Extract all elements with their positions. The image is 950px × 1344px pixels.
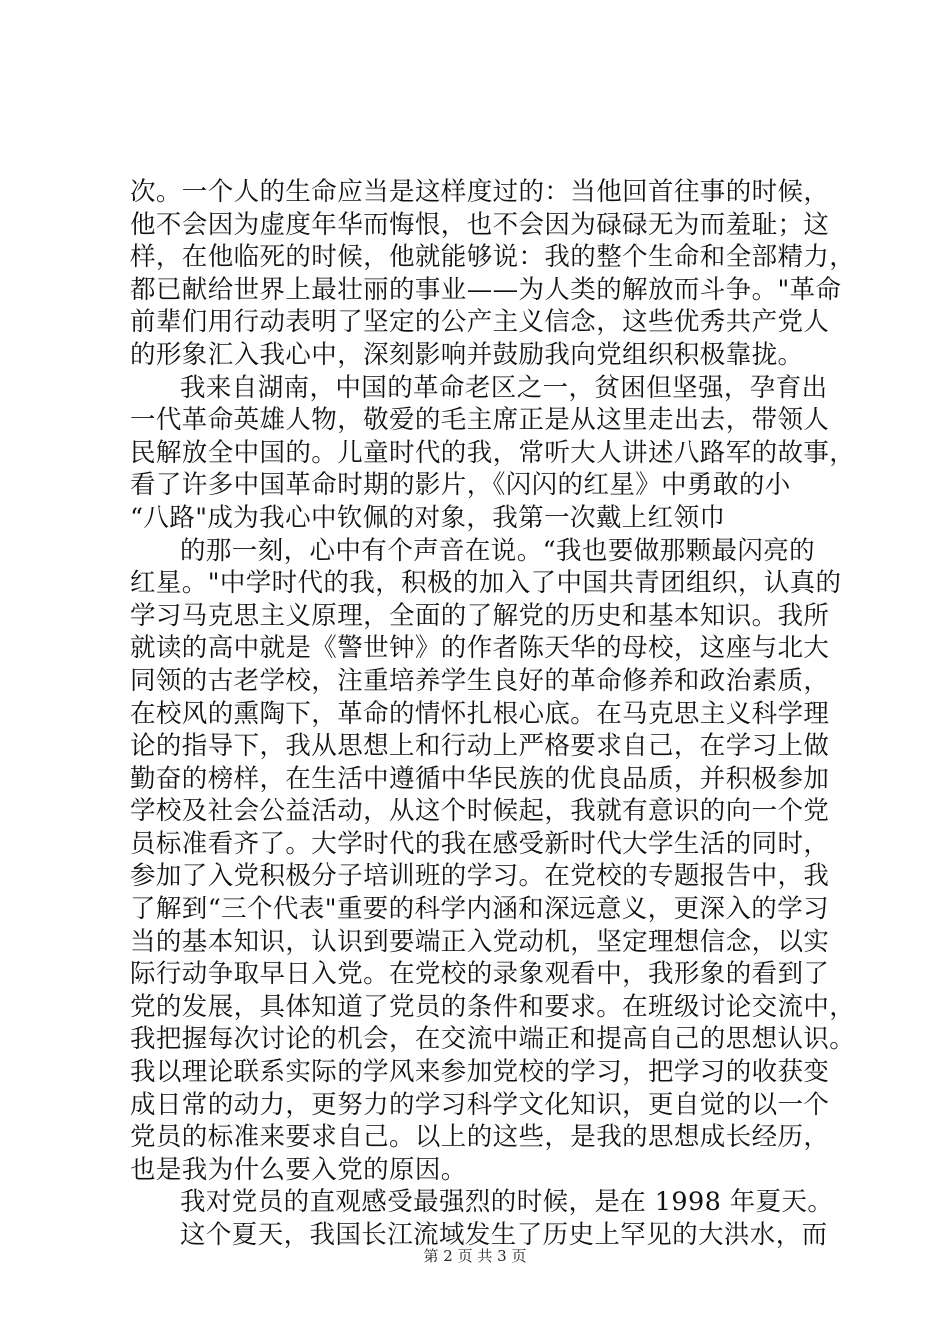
text-line: 论的指导下，我从思想上和行动上严格要求自己，在学习上做 xyxy=(130,731,830,762)
text-line: 学校及社会公益活动，从这个时候起，我就有意识的向一个党 xyxy=(130,796,830,827)
text-line: 这个夏天，我国长江流域发生了历史上罕见的大洪水，而 xyxy=(180,1220,828,1250)
text-line: 他不会因为虚度年华而悔恨，也不会因为碌碌无为而羞耻；这 xyxy=(130,209,830,240)
text-line: 同领的古老学校，注重培养学生良好的革命修养和政治素质， xyxy=(130,665,830,696)
text-line: 了解到“三个代表"重要的科学内涵和深远意义，更深入的学习 xyxy=(130,894,829,925)
text-line: 员标准看齐了。大学时代的我在感受新时代大学生活的同时， xyxy=(130,828,830,859)
text-line: 看了许多中国革命时期的影片，《闪闪的红星》中勇敢的小 xyxy=(130,470,791,501)
text-line: 我来自湖南，中国的革命老区之一，贫困但坚强，孕育出 xyxy=(180,372,828,403)
text-line: 我对党员的直观感受最强烈的时候，是在 1998 年夏天。 xyxy=(180,1187,834,1218)
text-line: 都已献给世界上最壮丽的事业——为人类的解放而斗争。"革命 xyxy=(130,274,842,305)
text-line: 党员的标准来要求自己。以上的这些，是我的思想成长经历， xyxy=(130,1122,830,1153)
text-line: 勤奋的榜样，在生活中遵循中华民族的优良品质，并积极参加 xyxy=(130,763,830,794)
text-line: 当的基本知识，认识到要端正入党动机，坚定理想信念，以实 xyxy=(130,926,830,957)
text-line: 党的发展，具体知道了党员的条件和要求。在班级讨论交流中， xyxy=(130,991,856,1022)
text-line: 成日常的动力，更努力的学习科学文化知识，更自觉的以一个 xyxy=(130,1089,830,1120)
text-line: 一代革命英雄人物，敬爱的毛主席正是从这里走出去，带领人 xyxy=(130,405,830,436)
text-line: 红星。"中学时代的我，积极的加入了中国共青团组织，认真的 xyxy=(130,568,842,599)
text-line: 样，在他临死的时候，他就能够说：我的整个生命和全部精力， xyxy=(130,242,856,273)
text-line: 也是我为什么要入党的原因。 xyxy=(130,1154,467,1185)
text-line: 我以理论联系实际的学风来参加党校的学习，把学习的收获变 xyxy=(130,1057,830,1088)
text-line: 我把握每次讨论的机会，在交流中端正和提高自己的思想认识。 xyxy=(130,1024,856,1055)
text-line: 的形象汇入我心中，深刻影响并鼓励我向党组织积极靠拢。 xyxy=(130,339,804,370)
text-line: 前辈们用行动表明了坚定的公产主义信念，这些优秀共产党人 xyxy=(130,307,830,338)
text-line: 参加了入党积极分子培训班的学习。在党校的专题报告中，我 xyxy=(130,861,830,892)
text-line: 就读的高中就是《警世钟》的作者陈天华的母校，这座与北大 xyxy=(130,633,830,664)
document-body xyxy=(130,176,856,1252)
text-line: 学习马克思主义原理，全面的了解党的历史和基本知识。我所 xyxy=(130,600,830,631)
text-line: 民解放全中国的。儿童时代的我，常听大人讲述八路军的故事， xyxy=(130,437,856,468)
page-footer: 第 2 页 共 3 页 xyxy=(423,1247,527,1265)
text-line: 次。一个人的生命应当是这样度过的：当他回首往事的时候， xyxy=(130,177,830,207)
text-line: “八路"成为我心中钦佩的对象，我第一次戴上红领巾 xyxy=(130,502,726,533)
text-line: 际行动争取早日入党。在党校的录象观看中，我形象的看到了 xyxy=(130,959,830,990)
text-line: 在校风的熏陶下，革命的情怀扎根心底。在马克思主义科学理 xyxy=(130,698,830,729)
text-line: 的那一刻，心中有个声音在说。“我也要做那颗最闪亮的 xyxy=(180,535,816,566)
